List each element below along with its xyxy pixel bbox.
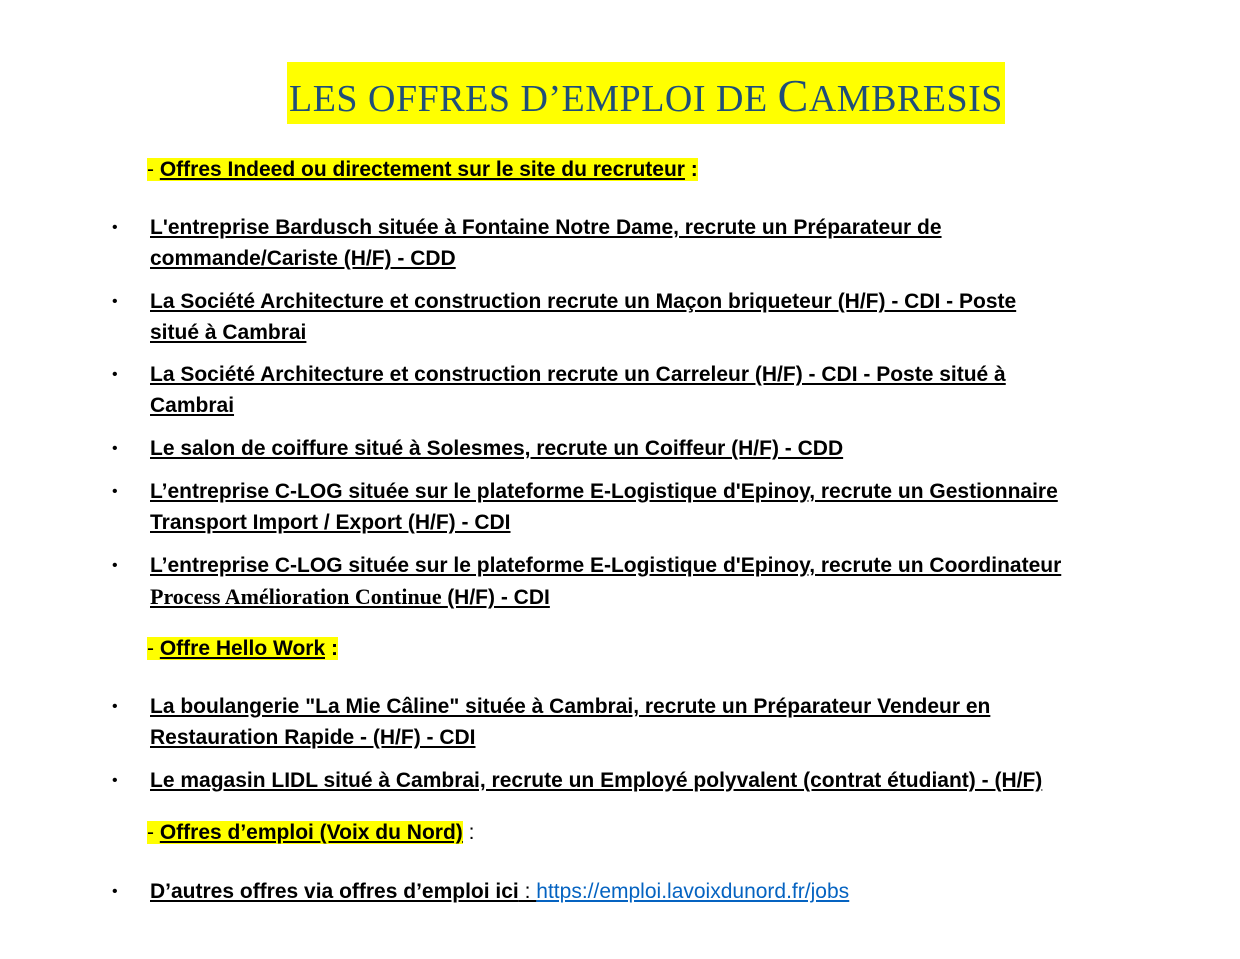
- bullet-icon: •: [112, 440, 118, 457]
- job-offer-link[interactable]: La Société Architecture et construction recrute un Maçon briqueteur (H/F) - CDI - Poste situé à Cambrai: [150, 290, 1017, 344]
- bullet-icon: •: [112, 483, 118, 500]
- list-item: [110, 286, 1100, 348]
- job-offer-link[interactable]: La boulangerie "La Mie Câline" située à Cambrai, recrute un Préparateur Vendeur en Restauration Rapide - (H/F) - CDI: [150, 695, 991, 749]
- section-heading-indeed: - Offres Indeed ou directement sur le site du recruteur :: [147, 158, 698, 181]
- list-item: [110, 691, 1100, 753]
- section-heading-voix-du-nord: - Offres d’emploi (Voix du Nord) :: [147, 821, 475, 844]
- job-offer-link[interactable]: L’entreprise C-LOG située sur le plateforme E-Logistique d'Epinoy, recrute un Coordinateur Process Amélioration Continue (H/F) - CDI: [150, 554, 1062, 609]
- voix-du-nord-link[interactable]: https://emploi.lavoixdunord.fr/jobs: [536, 880, 850, 903]
- list-item: [110, 476, 1100, 538]
- section-heading-hellowork: - Offre Hello Work :: [147, 637, 338, 660]
- list-item: [110, 433, 1100, 464]
- bullet-icon: •: [112, 772, 118, 789]
- job-offer-link[interactable]: L’entreprise C-LOG située sur le plateforme E-Logistique d'Epinoy, recrute un Gestionnaire Transport Import / Export (H/F) - CDI: [150, 480, 1058, 534]
- bullet-icon: •: [112, 219, 118, 236]
- bullet-icon: •: [112, 293, 118, 310]
- more-offers-line: D’autres offres via offres d’emploi ici : https://emploi.lavoixdunord.fr/jobs: [150, 880, 850, 903]
- job-offer-link[interactable]: L'entreprise Bardusch située à Fontaine Notre Dame, recrute un Préparateur de commande/Cariste (H/F) - CDD: [150, 216, 942, 270]
- list-item: [110, 876, 1100, 907]
- list-item: [110, 359, 1100, 421]
- page-title: LES OFFRES D’EMPLOI DE CAMBRESIS: [289, 70, 1003, 121]
- bullet-icon: •: [112, 883, 118, 900]
- list-item: [110, 212, 1100, 274]
- bullet-icon: •: [112, 698, 118, 715]
- job-offer-link[interactable]: Le salon de coiffure situé à Solesmes, recrute un Coiffeur (H/F) - CDD: [150, 437, 844, 460]
- bullet-icon: •: [112, 366, 118, 383]
- job-offer-link[interactable]: La Société Architecture et construction recrute un Carreleur (H/F) - CDI - Poste situé à Cambrai: [150, 363, 1006, 417]
- job-offer-link[interactable]: Le magasin LIDL situé à Cambrai, recrute un Employé polyvalent (contrat étudiant) - (H/F): [150, 769, 1043, 792]
- page-title-highlight: [287, 62, 1005, 124]
- more-offers-label: D’autres offres via offres d’emploi ici: [150, 880, 519, 903]
- list-item: [110, 765, 1100, 796]
- list-item: [110, 550, 1100, 613]
- bullet-icon: •: [112, 557, 118, 574]
